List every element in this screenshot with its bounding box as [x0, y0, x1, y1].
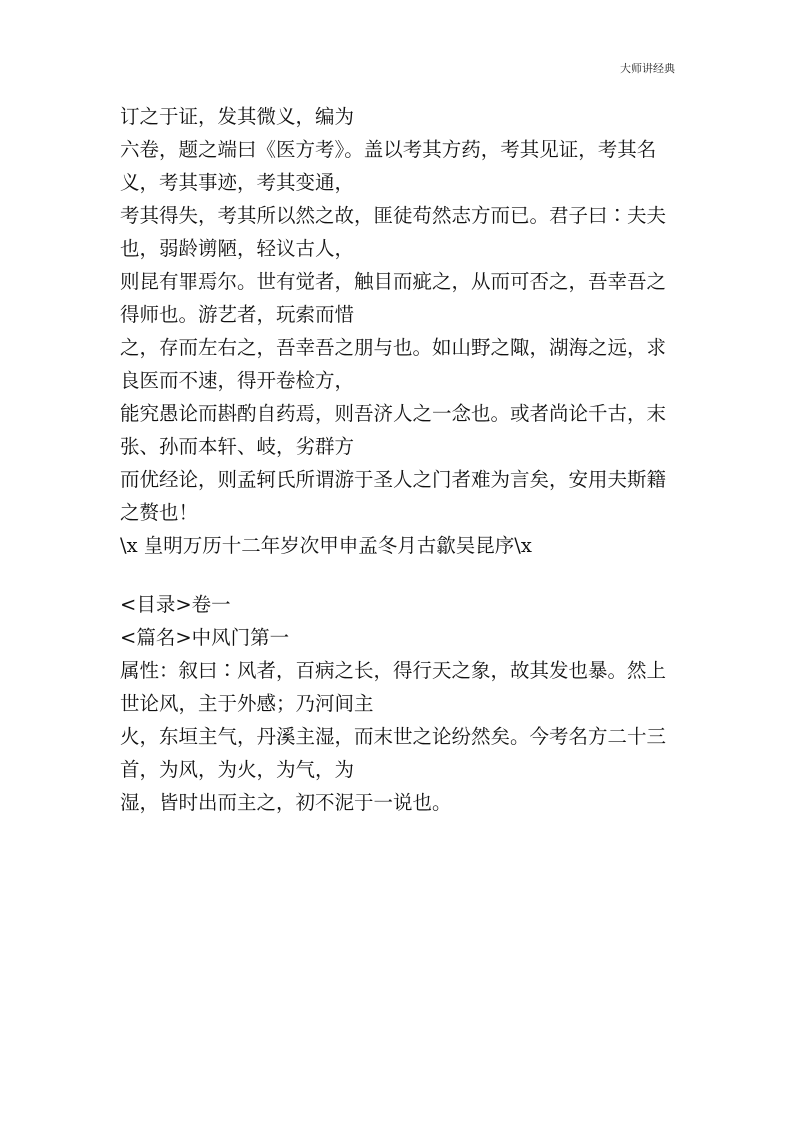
text-line: 订之于证，发其微义，编为 — [120, 105, 355, 128]
text-line: 湿，皆时出而主之，初不泥于一说也。 — [120, 791, 452, 814]
text-line: 首，为风，为火，为气，为 — [120, 758, 355, 781]
text-line: 能究愚论而斟酌自药焉，则吾济人之一念也。或者尚论千古，末 — [120, 402, 667, 425]
text-line: 得师也。游艺者，玩索而惜 — [120, 303, 355, 326]
toc-heading: <目录>卷一 — [120, 593, 231, 616]
text-line: 考其得失，考其所以然之故，匪徒苟然志方而已。君子曰∶夫夫 — [120, 204, 667, 227]
text-line: 六卷，题之端曰《医方考》。盖以考其方药，考其见证，考其名 — [120, 138, 657, 161]
text-line: 义，考其事迹，考其变通， — [120, 171, 355, 194]
text-line: 而优经论，则孟轲氏所谓游于圣人之门者难为言矣，安用夫斯籍 — [120, 468, 667, 491]
page-header: 大师讲经典 — [620, 62, 675, 75]
chapter-title: <篇名>中风门第一 — [120, 626, 290, 649]
body-text — [120, 100, 690, 819]
text-line: 火，东垣主气，丹溪主湿，而末世之论纷然矣。今考名方二十三 — [120, 725, 667, 748]
section-gap — [120, 562, 690, 588]
text-line: 则昆有罪焉尔。世有觉者，触目而疵之，从而可否之，吾幸吾之 — [120, 270, 667, 293]
preface-signature: \x 皇明万历十二年岁次甲申孟冬月古歙吴昆序\x — [120, 534, 532, 557]
text-line: 属性：叙曰∶风者，百病之长，得行天之象，故其发也暴。然上 — [120, 659, 667, 682]
text-line: 良医而不速，得开卷检方， — [120, 369, 355, 392]
text-line: 也，弱龄谫陋，轻议古人， — [120, 237, 355, 260]
text-line: 之，存而左右之，吾幸吾之朋与也。如山野之陬，湖海之远，求 — [120, 336, 667, 359]
text-line: 张、孙而本轩、岐，劣群方 — [120, 435, 355, 458]
text-line: 世论风，主于外感；乃河间主 — [120, 692, 374, 715]
text-line: 之赘也！ — [120, 501, 199, 524]
